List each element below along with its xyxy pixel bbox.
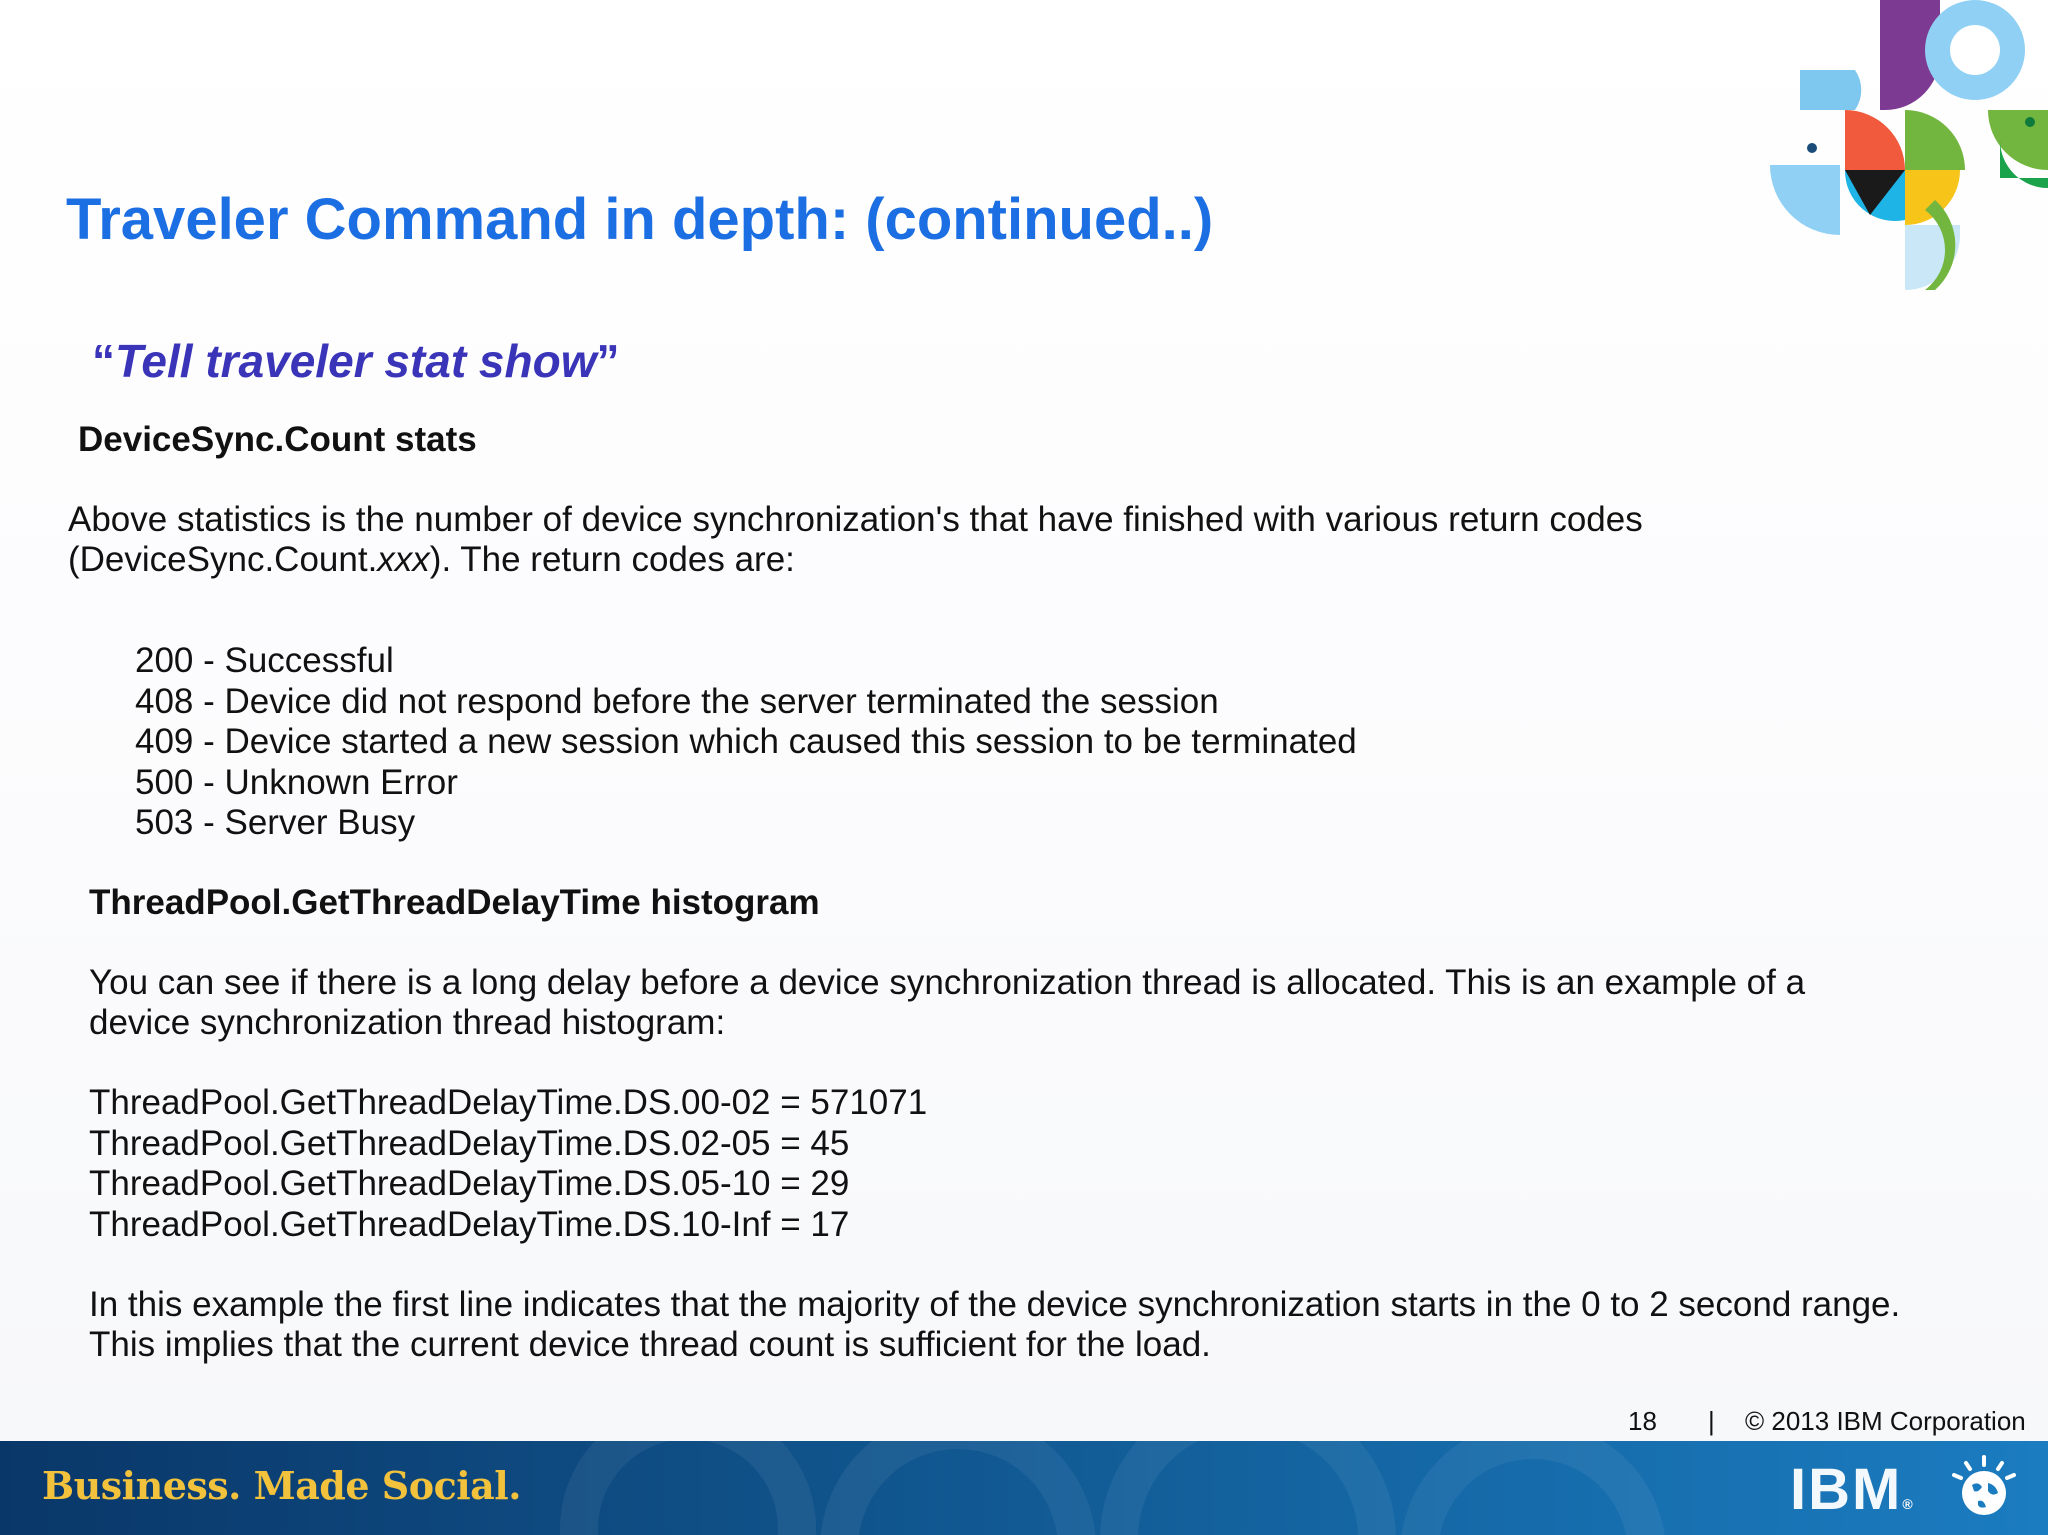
device-sync-intro-line-2 <box>68 540 1643 580</box>
thread-pool-conclusion <box>89 1285 1900 1365</box>
ibm-registered-mark: ® <box>1902 1496 1915 1512</box>
footer-decor-ring <box>820 1441 1096 1535</box>
list-item: ThreadPool.GetThreadDelayTime.DS.05-10 = 29 <box>89 1164 850 1203</box>
return-codes-list <box>135 641 1357 844</box>
histogram-lines-list <box>89 1083 927 1245</box>
list-item: 500 - Unknown Error <box>135 762 458 802</box>
list-item: 200 - Successful <box>135 641 394 680</box>
ibm-logo <box>1790 1457 1915 1533</box>
device-sync-intro-line-1: Above statistics is the number of device synchronization's that have finished with various return codes <box>68 500 1643 539</box>
copyright: © 2013 IBM Corporation <box>1745 1406 2026 1436</box>
device-sync-intro <box>68 500 1643 580</box>
subtitle-command: Tell traveler stat show <box>115 335 597 387</box>
list-item: ThreadPool.GetThreadDelayTime.DS.10-Inf = 17 <box>89 1204 850 1244</box>
intro-line-2-suffix: ). The return codes are: <box>429 540 795 579</box>
thread-pool-intro-line-2: device synchronization thread histogram: <box>89 1003 726 1042</box>
list-item: 503 - Server Busy <box>135 803 416 842</box>
page-number: 18 <box>1628 1406 1657 1436</box>
ibm-logo-text: IBM <box>1790 1457 1903 1522</box>
list-item: 409 - Device started a new session which caused this session to be terminated <box>135 722 1357 761</box>
globe-icon <box>1948 1453 2020 1525</box>
list-item: ThreadPool.GetThreadDelayTime.DS.00-02 = 571071 <box>89 1083 928 1122</box>
ibm-social-logo-art-icon <box>1760 0 2048 300</box>
footer-decor-ring <box>560 1441 816 1535</box>
subtitle-close-quote: ” <box>596 335 620 387</box>
footer-tagline: Business. Made Social. <box>42 1463 521 1508</box>
thread-pool-intro-line-1: You can see if there is a long delay before a device synchronization thread is allocated. This is an example of a <box>89 963 1806 1002</box>
subtitle-open-quote: “ <box>92 335 115 387</box>
thread-pool-heading: ThreadPool.GetThreadDelayTime histogram <box>89 883 820 922</box>
thread-pool-intro <box>89 963 1805 1043</box>
footer-decor-ring <box>1100 1441 1396 1535</box>
footer-decor-ring <box>1400 1441 1666 1535</box>
list-item: ThreadPool.GetThreadDelayTime.DS.02-05 = 45 <box>89 1123 850 1163</box>
conclusion-line-1: In this example the first line indicates that the majority of the device synchronization starts in the 0 to 2 second range. <box>89 1285 1901 1324</box>
intro-line-2-prefix: (DeviceSync.Count. <box>68 540 378 579</box>
conclusion-line-2: This implies that the current device thread count is sufficient for the load. <box>89 1325 1211 1364</box>
device-sync-heading: DeviceSync.Count stats <box>78 420 477 459</box>
list-item: 408 - Device did not respond before the server terminated the session <box>135 681 1219 721</box>
slide-subtitle <box>92 334 619 388</box>
slide-title: Traveler Command in depth: (continued..) <box>66 187 1214 252</box>
footer-bar <box>0 1441 2048 1535</box>
footer-separator: | <box>1708 1406 1715 1436</box>
intro-line-2-italic: xxx <box>377 540 430 579</box>
